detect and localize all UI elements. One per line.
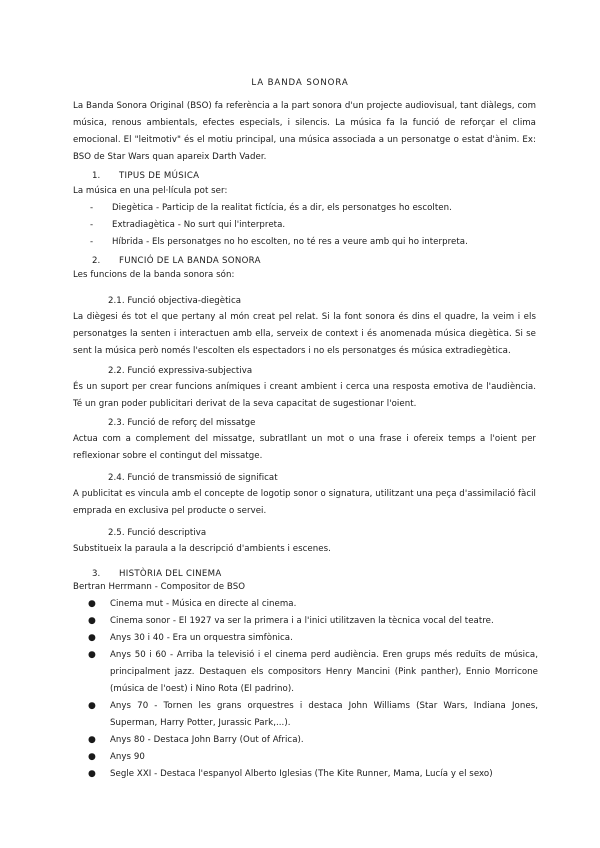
list-item-text: Anys 90	[110, 752, 145, 762]
section-2-lead: Les funcions de la banda sonora són:	[73, 270, 235, 280]
list-item-text: Anys 50 i 60 - Arriba la televisió i el cinema perd audiència. Eren grups més reduïts de música, principalment jazz. Destaquen els compositors Henry Mancini (Pink panther), Ennio Morricone (música de l'oest) i Nino Rota (El padrino).	[110, 650, 538, 694]
list-item-text: Segle XXI - Destaca l'espanyol Alberto Iglesias (The Kite Runner, Mama, Lucía y el sexo)	[110, 769, 493, 779]
section-1-number: 1.	[92, 171, 101, 181]
bullet-icon: ●	[88, 650, 96, 660]
list-item	[88, 630, 538, 647]
list-item	[88, 766, 538, 783]
list-item-text: Anys 30 i 40 - Era un orquestra simfònica.	[110, 633, 293, 643]
list-item-text: Cinema mut - Música en directe al cinema.	[110, 599, 297, 609]
list-item-text: Cinema sonor - El 1927 va ser la primera i a l'inici utilitzaven la tècnica vocal del teatre.	[110, 616, 494, 626]
section-2-number: 2.	[92, 256, 101, 266]
page-title: LA BANDA SONORA	[251, 78, 349, 88]
list-item	[88, 613, 538, 630]
intro-paragraph: La Banda Sonora Original (BSO) fa referència a la part sonora d'un projecte audiovisual, tant diàlegs, com música, renous ambientals, efectes especials, i silencis. La música fa la funció de reforçar el clima emocional. El "leitmotiv" és el motiu principal, una música associada a un personatge o estat d'ànim. Ex: BSO de Star Wars quan apareix Darth Vader.	[73, 101, 536, 162]
section-1-title: TIPUS DE MÚSICA	[119, 171, 200, 181]
section-3-title: HISTÒRIA DEL CINEMA	[119, 569, 222, 579]
subsection-text: Actua com a complement del missatge, subratllant un mot o una frase i ofereix temps a l'oient per reflexionar sobre el contingut del missatge.	[73, 434, 536, 461]
subsection-heading: 2.2. Funció expressiva-subjectiva	[108, 366, 253, 376]
subsection-text: A publicitat es vincula amb el concepte de logotip sonor o signatura, utilitzant una peça d'assimilació fàcil emprada en exclusiva pel producte o servei.	[73, 489, 536, 516]
section-1-lead: La música en una pel·lícula pot ser:	[73, 186, 228, 196]
dash-marker: -	[90, 220, 94, 230]
list-item-text: Híbrida - Els personatges no ho escolten, no té res a veure amb qui ho interpreta.	[112, 237, 468, 247]
bullet-icon: ●	[88, 752, 96, 762]
subsection-heading: 2.3. Funció de reforç del missatge	[108, 418, 256, 428]
list-item-text: Anys 70 - Tornen les grans orquestres i destaca John Williams (Star Wars, Indiana Jones, Superman, Harry Potter, Jurassic Park,...).	[110, 701, 538, 728]
list-item-text: Anys 80 - Destaca John Barry (Out of Africa).	[110, 735, 304, 745]
dash-marker: -	[90, 237, 94, 247]
subsection-text: És un suport per crear funcions anímiques i creant ambient i cerca una resposta emotiva de l'audiència. Té un gran poder publicitari derivat de la seva capacitat de sugestionar l'oient.	[73, 382, 536, 409]
section-3-number: 3.	[92, 569, 101, 579]
subsection-text: La diègesi és tot el que pertany al món creat pel relat. Si la font sonora és dins el quadre, la veim i els personatges la senten i interactuen amb ella, serveix de context i és anomenada música diegètica. Si se sent la música però només l'escolten els espectadors i no els personatges és música extradiegètica.	[73, 312, 536, 356]
list-item	[88, 749, 538, 766]
bullet-icon: ●	[88, 599, 96, 609]
bullet-icon: ●	[88, 633, 96, 643]
bullet-icon: ●	[88, 769, 96, 779]
subsection-heading: 2.5. Funció descriptiva	[108, 528, 207, 538]
section-2-title: FUNCIÓ DE LA BANDA SONORA	[119, 256, 261, 266]
list-item	[88, 732, 538, 749]
section-3-lead: Bertran Herrmann - Compositor de BSO	[73, 582, 246, 592]
list-item-text: Extradiagètica - No surt qui l'interpreta.	[112, 220, 286, 230]
subsection-heading: 2.4. Funció de transmissió de significat	[108, 473, 278, 483]
list-item	[88, 596, 538, 613]
dash-marker: -	[90, 203, 94, 213]
list-item	[88, 698, 538, 732]
bullet-icon: ●	[88, 701, 96, 711]
list-item-text: Diegètica - Particip de la realitat fictícia, és a dir, els personatges ho escolten.	[112, 203, 452, 213]
list-item	[88, 647, 538, 698]
subsection-text: Substitueix la paraula a la descripció d'ambients i escenes.	[73, 544, 331, 554]
bullet-icon: ●	[88, 616, 96, 626]
bullet-icon: ●	[88, 735, 96, 745]
subsection-heading: 2.1. Funció objectiva-diegètica	[108, 296, 242, 306]
